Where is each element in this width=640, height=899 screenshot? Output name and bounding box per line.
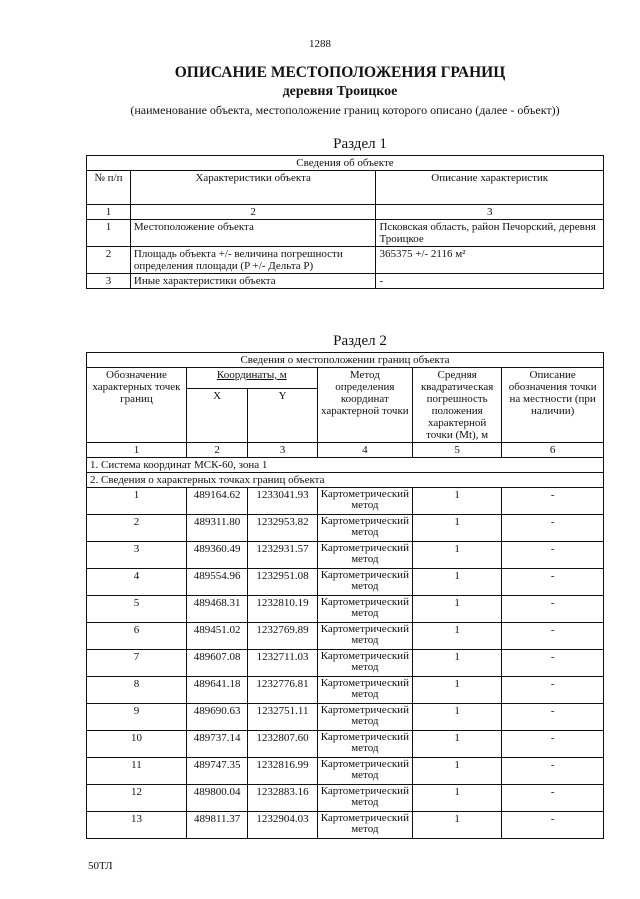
point-number-cell: 4	[87, 569, 187, 596]
index-cell: 5	[412, 443, 501, 458]
method-cell: Картометрический метод	[317, 623, 412, 650]
method-cell: Картометрический метод	[317, 677, 412, 704]
characteristic-value-cell: 365375 +/- 2116 м²	[376, 247, 604, 274]
method-cell: Картометрический метод	[317, 596, 412, 623]
table-row	[87, 785, 604, 812]
table-row	[87, 623, 604, 650]
point-description-cell: -	[502, 623, 604, 650]
x-coordinate-cell: 489690.63	[186, 704, 247, 731]
point-number-cell: 12	[87, 785, 187, 812]
col-header-coordinates: Координаты, м	[186, 368, 317, 389]
point-number-cell: 9	[87, 704, 187, 731]
point-description-cell: -	[502, 785, 604, 812]
x-coordinate-cell: 489468.31	[186, 596, 247, 623]
error-cell: 1	[412, 596, 501, 623]
index-cell: 3	[376, 205, 604, 220]
point-description-cell: -	[502, 542, 604, 569]
error-cell: 1	[412, 704, 501, 731]
x-coordinate-cell: 489554.96	[186, 569, 247, 596]
col-header-point: Обозначение характерных точек границ	[87, 368, 187, 443]
col-header-x: X	[186, 389, 247, 443]
index-cell: 1	[87, 443, 187, 458]
error-cell: 1	[412, 731, 501, 758]
table-row	[87, 650, 604, 677]
x-coordinate-cell: 489164.62	[186, 488, 247, 515]
index-cell: 2	[130, 205, 376, 220]
index-cell: 3	[248, 443, 317, 458]
table-row	[87, 812, 604, 839]
point-description-cell: -	[502, 677, 604, 704]
col-header-y: Y	[248, 389, 317, 443]
method-cell: Картометрический метод	[317, 704, 412, 731]
error-cell: 1	[412, 623, 501, 650]
table-row	[87, 758, 604, 785]
boundary-points-table	[86, 352, 604, 839]
point-number-cell: 13	[87, 812, 187, 839]
point-number-cell: 2	[87, 515, 187, 542]
error-cell: 1	[412, 569, 501, 596]
method-cell: Картометрический метод	[317, 785, 412, 812]
object-info-table	[86, 155, 604, 289]
y-coordinate-cell: 1232751.11	[248, 704, 317, 731]
index-cell: 1	[87, 205, 131, 220]
page-number: 1288	[309, 38, 331, 50]
y-coordinate-cell: 1232776.81	[248, 677, 317, 704]
method-cell: Картометрический метод	[317, 650, 412, 677]
point-number-cell: 10	[87, 731, 187, 758]
y-coordinate-cell: 1232769.89	[248, 623, 317, 650]
col-header-number: № п/п	[87, 171, 131, 205]
table-row	[87, 488, 604, 515]
method-cell: Картометрический метод	[317, 758, 412, 785]
index-cell: 6	[502, 443, 604, 458]
col-header-point-description: Описание обозначения точки на местности (при наличии)	[502, 368, 604, 443]
error-cell: 1	[412, 650, 501, 677]
error-cell: 1	[412, 758, 501, 785]
point-description-cell: -	[502, 812, 604, 839]
table-row	[87, 220, 604, 247]
row-number-cell: 3	[87, 274, 131, 289]
table-row	[87, 677, 604, 704]
point-number-cell: 8	[87, 677, 187, 704]
point-number-cell: 1	[87, 488, 187, 515]
characteristic-value-cell: -	[376, 274, 604, 289]
section2-table-title: Сведения о местоположении границ объекта	[87, 353, 604, 368]
method-cell: Картометрический метод	[317, 731, 412, 758]
y-coordinate-cell: 1232951.08	[248, 569, 317, 596]
point-number-cell: 11	[87, 758, 187, 785]
row-number-cell: 1	[87, 220, 131, 247]
point-number-cell: 7	[87, 650, 187, 677]
table-row	[87, 569, 604, 596]
y-coordinate-cell: 1232931.57	[248, 542, 317, 569]
method-cell: Картометрический метод	[317, 515, 412, 542]
row-number-cell: 2	[87, 247, 131, 274]
index-cell: 2	[186, 443, 247, 458]
method-cell: Картометрический метод	[317, 488, 412, 515]
error-cell: 1	[412, 542, 501, 569]
y-coordinate-cell: 1232883.16	[248, 785, 317, 812]
x-coordinate-cell: 489800.04	[186, 785, 247, 812]
characteristic-cell: Иные характеристики объекта	[130, 274, 376, 289]
coordinate-system-row: 1. Система координат МСК-60, зона 1	[87, 458, 604, 473]
point-description-cell: -	[502, 596, 604, 623]
point-description-cell: -	[502, 758, 604, 785]
y-coordinate-cell: 1232816.99	[248, 758, 317, 785]
y-coordinate-cell: 1232904.03	[248, 812, 317, 839]
points-caption-row: 2. Сведения о характерных точках границ объекта	[87, 473, 604, 488]
point-description-cell: -	[502, 569, 604, 596]
error-cell: 1	[412, 812, 501, 839]
y-coordinate-cell: 1232953.82	[248, 515, 317, 542]
col-header-characteristics: Характеристики объекта	[130, 171, 376, 205]
point-number-cell: 6	[87, 623, 187, 650]
x-coordinate-cell: 489607.08	[186, 650, 247, 677]
y-coordinate-cell: 1232711.03	[248, 650, 317, 677]
point-description-cell: -	[502, 515, 604, 542]
footer-code: 50ТЛ	[88, 860, 113, 872]
document-title: ОПИСАНИЕ МЕСТОПОЛОЖЕНИЯ ГРАНИЦ	[174, 64, 506, 81]
y-coordinate-cell: 1232807.60	[248, 731, 317, 758]
point-number-cell: 5	[87, 596, 187, 623]
method-cell: Картометрический метод	[317, 569, 412, 596]
table-row	[87, 542, 604, 569]
x-coordinate-cell: 489311.80	[186, 515, 247, 542]
col-header-error: Средняя квадратическая погрешность положения характерной точки (Mt), м	[412, 368, 501, 443]
x-coordinate-cell: 489737.14	[186, 731, 247, 758]
point-description-cell: -	[502, 704, 604, 731]
point-number-cell: 3	[87, 542, 187, 569]
document-subtitle: деревня Троицкое	[282, 84, 398, 99]
section1-table-title: Сведения об объекте	[87, 156, 604, 171]
x-coordinate-cell: 489747.35	[186, 758, 247, 785]
col-header-description: Описание характеристик	[376, 171, 604, 205]
section1-heading: Раздел 1	[333, 136, 387, 152]
document-description: (наименование объекта, местоположение границ которого описано (далее - объект))	[130, 103, 560, 117]
table-row	[87, 274, 604, 289]
characteristic-cell: Местоположение объекта	[130, 220, 376, 247]
section2-heading: Раздел 2	[333, 333, 387, 349]
x-coordinate-cell: 489811.37	[186, 812, 247, 839]
table-row	[87, 731, 604, 758]
error-cell: 1	[412, 785, 501, 812]
x-coordinate-cell: 489451.02	[186, 623, 247, 650]
point-description-cell: -	[502, 731, 604, 758]
table-row	[87, 247, 604, 274]
characteristic-value-cell: Псковская область, район Печорский, деревня Троицкое	[376, 220, 604, 247]
point-description-cell: -	[502, 488, 604, 515]
col-header-method: Метод определения координат характерной точки	[317, 368, 412, 443]
method-cell: Картометрический метод	[317, 542, 412, 569]
x-coordinate-cell: 489360.49	[186, 542, 247, 569]
y-coordinate-cell: 1233041.93	[248, 488, 317, 515]
method-cell: Картометрический метод	[317, 812, 412, 839]
y-coordinate-cell: 1232810.19	[248, 596, 317, 623]
table-row	[87, 704, 604, 731]
x-coordinate-cell: 489641.18	[186, 677, 247, 704]
point-description-cell: -	[502, 650, 604, 677]
characteristic-cell: Площадь объекта +/- величина погрешности определения площади (P +/- Дельта P)	[130, 247, 376, 274]
table-row	[87, 515, 604, 542]
error-cell: 1	[412, 515, 501, 542]
index-cell: 4	[317, 443, 412, 458]
error-cell: 1	[412, 488, 501, 515]
error-cell: 1	[412, 677, 501, 704]
table-row	[87, 596, 604, 623]
